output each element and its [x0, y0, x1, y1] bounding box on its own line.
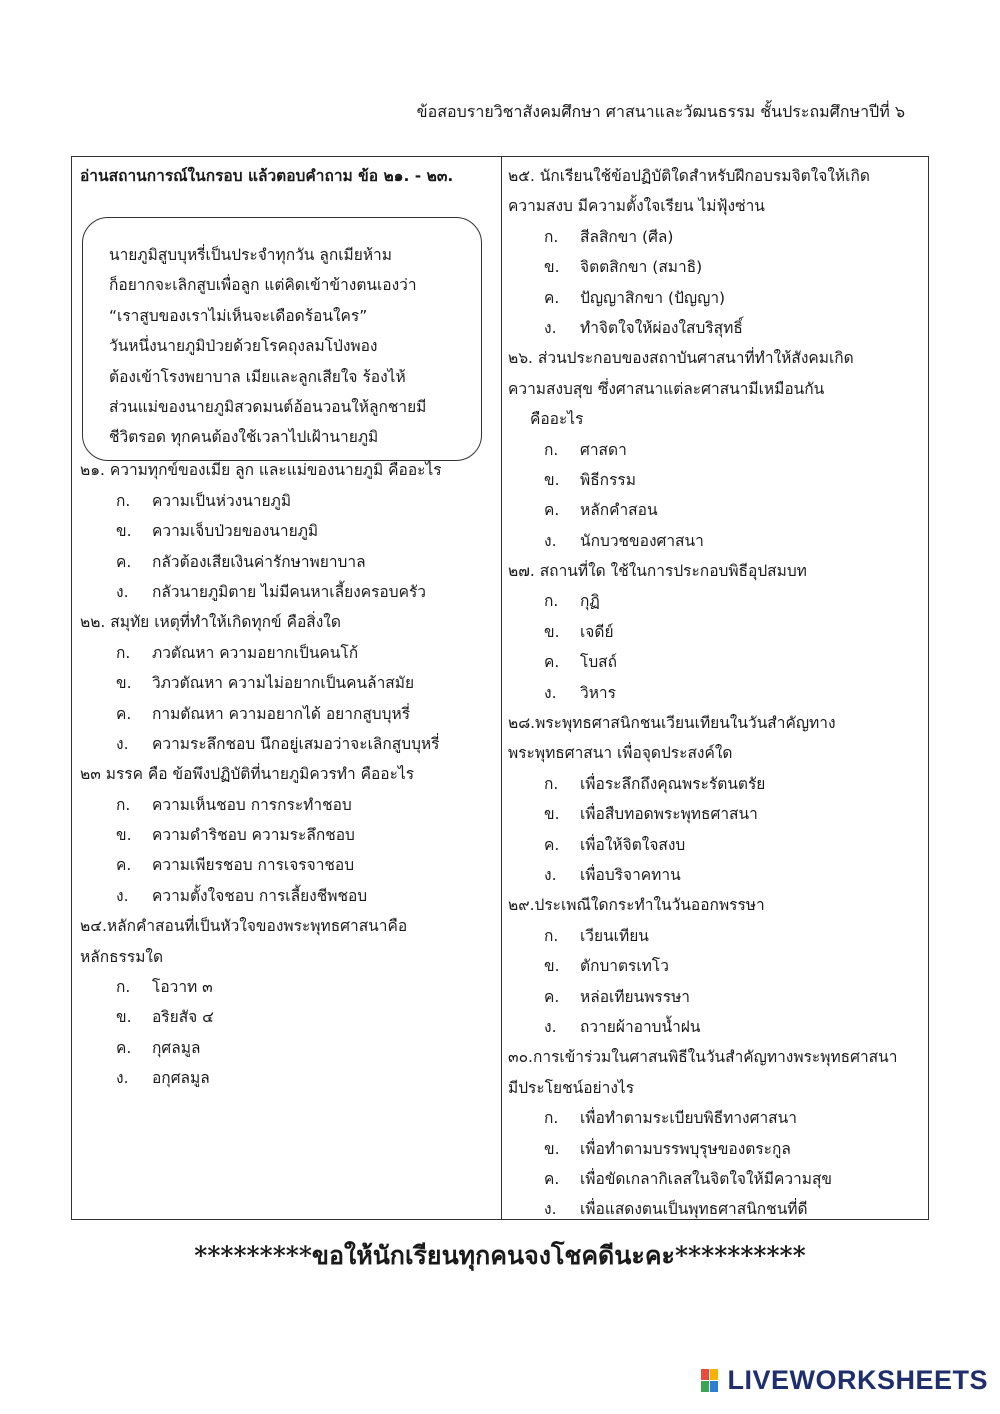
question-block — [80, 911, 492, 1093]
option-letter: ง. — [544, 683, 557, 702]
option-letter: ง. — [116, 1069, 129, 1088]
option-text: เพื่อแสดงตนเป็นพุทธศาสนิกชนที่ดี — [580, 1200, 808, 1219]
answer-option — [508, 617, 922, 647]
question-text: ๓๐.การเข้าร่วมในศาสนพิธีในวันสำคัญทางพระพุทธศาสนา — [508, 1048, 898, 1067]
scenario-line: ต้องเข้าโรงพยาบาล เมียและลูกเสียใจ ร้องไห้ — [109, 367, 406, 386]
option-letter: ค. — [116, 856, 132, 875]
exam-frame — [71, 156, 929, 1220]
answer-option — [508, 1134, 922, 1164]
question-block — [508, 556, 922, 708]
question-block — [508, 1042, 922, 1224]
question-text: มีประโยชน์อย่างไร — [508, 1078, 635, 1097]
answer-option — [508, 799, 922, 829]
liveworksheets-brand-text: LIVEWORKSHEETS — [727, 1365, 988, 1395]
instruction: อ่านสถานการณ์ในกรอบ แล้วตอบคำถาม ข้อ ๒๑. - ๒๓. — [80, 167, 454, 185]
answer-option — [508, 1194, 922, 1224]
good-luck-footer: *********ขอให้นักเรียนทุกคนจงโชคดีนะคะ********** — [194, 1241, 806, 1270]
question-text-continuation: คืออะไร — [530, 410, 584, 429]
scenario-line: ก็อยากจะเลิกสูบเพื่อลูก แต่คิดเข้าข้างตนเองว่า — [109, 276, 417, 295]
answer-option — [508, 586, 922, 616]
option-text: ความระลึกชอบ นึกอยู่เสมอว่าจะเลิกสูบบุหรี่ — [152, 734, 440, 753]
answer-option — [508, 647, 922, 677]
answer-option — [508, 1164, 922, 1194]
option-letter: ง. — [116, 886, 129, 905]
option-text: กุศลมูล — [152, 1038, 201, 1057]
option-letter: ข. — [116, 674, 132, 693]
option-text: เจดีย์ — [580, 622, 614, 641]
option-text: กลัวต้องเสียเงินค่ารักษาพยาบาล — [152, 552, 366, 571]
option-letter: ค. — [544, 288, 560, 307]
answer-option — [508, 982, 922, 1012]
answer-option — [508, 1103, 922, 1133]
option-letter: ก. — [116, 643, 131, 662]
option-letter: ง. — [116, 734, 129, 753]
question-block — [80, 455, 492, 607]
answer-option — [508, 951, 922, 981]
answer-option — [80, 729, 492, 759]
answer-option — [80, 820, 492, 850]
option-text: ปัญญาสิกขา (ปัญญา) — [580, 288, 726, 307]
option-letter: ข. — [544, 957, 560, 976]
answer-option — [508, 283, 922, 313]
question-text: ความสงบ มีความตั้งใจเรียน ไม่ฟุ้งซ่าน — [508, 197, 765, 216]
question-block — [508, 708, 922, 890]
option-text: นักบวชของศาสนา — [580, 531, 704, 550]
answer-option — [508, 1012, 922, 1042]
option-text: เวียนเทียน — [580, 926, 649, 945]
answer-option — [508, 678, 922, 708]
question-text: ๒๑. ความทุกข์ของเมีย ลูก และแม่ของนายภูมิ คืออะไร — [80, 461, 442, 480]
option-letter: ข. — [116, 522, 132, 541]
option-letter: ก. — [544, 592, 559, 611]
option-letter: ข. — [116, 1008, 132, 1027]
option-letter: ก. — [544, 926, 559, 945]
option-letter: ก. — [116, 491, 131, 510]
question-text: ๒๗. สถานที่ใด ใช้ในการประกอบพิธีอุปสมบท — [508, 562, 807, 581]
option-text: หล่อเทียนพรรษา — [580, 987, 691, 1006]
answer-option — [80, 881, 492, 911]
option-text: ความตั้งใจชอบ การเลี้ยงชีพชอบ — [152, 886, 368, 905]
left-questions — [80, 455, 492, 1093]
answer-option — [80, 790, 492, 820]
option-text: กุฏิ — [580, 592, 600, 611]
option-text: ตักบาตรเทโว — [580, 957, 669, 976]
answer-option — [508, 860, 922, 890]
question-text: ๒๓ มรรค คือ ข้อพึงปฏิบัติที่นายภูมิควรทำ คืออะไร — [80, 765, 415, 784]
option-text: โบสถ์ — [580, 653, 618, 672]
option-text: เพื่อสืบทอดพระพุทธศาสนา — [580, 805, 758, 824]
question-block — [80, 607, 492, 759]
option-text: ศาสดา — [580, 440, 627, 459]
answer-option — [80, 1002, 492, 1032]
option-text: โอวาท ๓ — [152, 978, 213, 997]
option-text: จิตตสิกขา (สมาธิ) — [580, 258, 703, 277]
question-block — [508, 161, 922, 343]
option-letter: ก. — [116, 795, 131, 814]
answer-option — [80, 699, 492, 729]
option-letter: ข. — [544, 805, 560, 824]
answer-option — [508, 495, 922, 525]
question-text: ๒๖. ส่วนประกอบของสถาบันศาสนาที่ทำให้สังคมเกิด — [508, 349, 854, 368]
option-text: กามตัณหา ความอยากได้ อยากสูบบุหรี่ — [152, 704, 411, 723]
question-text: ๒๒. สมุทัย เหตุที่ทำให้เกิดทุกข์ คือสิ่งใด — [80, 613, 341, 632]
option-letter: ข. — [544, 1139, 560, 1158]
option-text: ภวตัณหา ความอยากเป็นคนโก้ — [152, 643, 359, 662]
question-text: พระพุทธศาสนา เพื่อจุดประสงค์ใด — [508, 744, 733, 763]
option-letter: ข. — [116, 826, 132, 845]
scenario-line: ชีวิตรอด ทุกคนต้องใช้เวลาไปเฝ้านายภูมิ — [109, 428, 379, 447]
option-text: หลักคำสอน — [580, 501, 658, 520]
option-letter: ง. — [544, 1017, 557, 1036]
option-letter: ง. — [544, 1200, 557, 1219]
option-letter: ก. — [116, 978, 131, 997]
option-text: วิภวตัณหา ความไม่อยากเป็นคนล้าสมัย — [152, 674, 415, 693]
option-letter: ข. — [544, 622, 560, 641]
scenario-line: วันหนึ่งนายภูมิป่วยด้วยโรคถุงลมโป่งพอง — [109, 337, 378, 356]
answer-option — [80, 547, 492, 577]
option-letter: ค. — [544, 501, 560, 520]
option-text: เพื่อให้จิตใจสงบ — [580, 835, 686, 854]
option-letter: ง. — [544, 865, 557, 884]
option-text: เพื่อบริจาคทาน — [580, 865, 681, 884]
option-letter: ค. — [116, 704, 132, 723]
option-text: วิหาร — [580, 683, 616, 702]
answer-option — [80, 486, 492, 516]
option-text: อริยสัจ ๔ — [152, 1008, 214, 1027]
option-letter: ก. — [544, 227, 559, 246]
right-questions — [508, 161, 922, 1225]
option-letter: ก. — [544, 440, 559, 459]
answer-option — [508, 435, 922, 465]
answer-option — [80, 668, 492, 698]
option-letter: ง. — [544, 531, 557, 550]
column-divider — [501, 157, 502, 1219]
answer-option — [508, 222, 922, 252]
question-text: หลักธรรมใด — [80, 947, 164, 966]
question-text: ความสงบสุข ซึ่งศาสนาแต่ละศาสนามีเหมือนกัน — [508, 379, 825, 398]
option-letter: ค. — [544, 835, 560, 854]
liveworksheets-logo — [701, 1365, 988, 1396]
option-text: ความเพียรชอบ การเจรจาชอบ — [152, 856, 355, 875]
question-block — [508, 890, 922, 1042]
right-column — [508, 161, 922, 1225]
option-text: อกุศลมูล — [152, 1069, 210, 1088]
scenario-line: นายภูมิสูบบุหรี่เป็นประจำทุกวัน ลูกเมียห้าม — [109, 246, 392, 264]
question-text: ๒๙.ประเพณีใดกระทำในวันออกพรรษา — [508, 896, 765, 915]
option-letter: ก. — [544, 774, 559, 793]
exam-header: ข้อสอบรายวิชาสังคมศึกษา ศาสนาและวัฒนธรรม ชั้นประถมศึกษาปีที่ ๖ — [416, 102, 905, 121]
question-text: ๒๘.พระพุทธศาสนิกชนเวียนเทียนในวันสำคัญทาง — [508, 714, 836, 733]
option-text: เพื่อระลึกถึงคุณพระรัตนตรัย — [580, 774, 766, 793]
question-block — [508, 343, 922, 556]
answer-option — [508, 252, 922, 282]
answer-option — [508, 830, 922, 860]
option-text: กลัวนายภูมิตาย ไม่มีคนหาเลี้ยงครอบครัว — [152, 582, 426, 601]
option-letter: ค. — [544, 987, 560, 1006]
option-text: ทำจิตใจให้ผ่องใสบริสุทธิ์ — [580, 318, 743, 337]
option-text: ความเห็นชอบ การกระทำชอบ — [152, 795, 352, 814]
answer-option — [508, 313, 922, 343]
option-text: ความเจ็บป่วยของนายภูมิ — [152, 522, 319, 541]
question-text: ๒๔.หลักคำสอนที่เป็นหัวใจของพระพุทธศาสนาคือ — [80, 917, 408, 936]
option-text: ความเป็นห่วงนายภูมิ — [152, 491, 292, 510]
option-text: สีลสิกขา (ศีล) — [580, 227, 674, 246]
answer-option — [80, 577, 492, 607]
option-letter: ค. — [116, 552, 132, 571]
question-block — [80, 759, 492, 911]
answer-option — [508, 769, 922, 799]
option-text: เพื่อขัดเกลากิเลสในจิตใจให้มีความสุข — [580, 1169, 833, 1188]
scenario-line: “เราสูบของเราไม่เห็นจะเดือดร้อนใคร” — [109, 306, 368, 325]
option-letter: ง. — [544, 318, 557, 337]
answer-option — [508, 465, 922, 495]
answer-option — [80, 1063, 492, 1093]
option-text: เพื่อทำตามระเบียบพิธีทางศาสนา — [580, 1109, 797, 1128]
answer-option — [80, 516, 492, 546]
option-text: พิธีกรรม — [580, 470, 636, 489]
option-letter: ค. — [116, 1038, 132, 1057]
option-letter: ข. — [544, 258, 560, 277]
option-text: ความดำริชอบ ความระลึกชอบ — [152, 826, 355, 845]
liveworksheets-logo-icon — [701, 1369, 723, 1393]
option-text: เพื่อทำตามบรรพบุรุษของตระกูล — [580, 1139, 791, 1158]
answer-option — [80, 972, 492, 1002]
option-letter: ค. — [544, 653, 560, 672]
answer-option — [80, 1033, 492, 1063]
scenario-line: ส่วนแม่ของนายภูมิสวดมนต์อ้อนวอนให้ลูกชายมี — [109, 397, 427, 416]
question-text: ๒๕. นักเรียนใช้ข้อปฏิบัติใดสำหรับฝึกอบรมจิตใจให้เกิด — [508, 167, 870, 185]
scenario-box — [82, 217, 482, 461]
answer-option — [80, 638, 492, 668]
option-letter: ข. — [544, 470, 560, 489]
option-letter: ก. — [544, 1109, 559, 1128]
option-letter: ค. — [544, 1169, 560, 1188]
answer-option — [508, 526, 922, 556]
answer-option — [508, 921, 922, 951]
option-letter: ง. — [116, 582, 129, 601]
option-text: ถวายผ้าอาบน้ำฝน — [580, 1017, 701, 1036]
answer-option — [80, 850, 492, 880]
